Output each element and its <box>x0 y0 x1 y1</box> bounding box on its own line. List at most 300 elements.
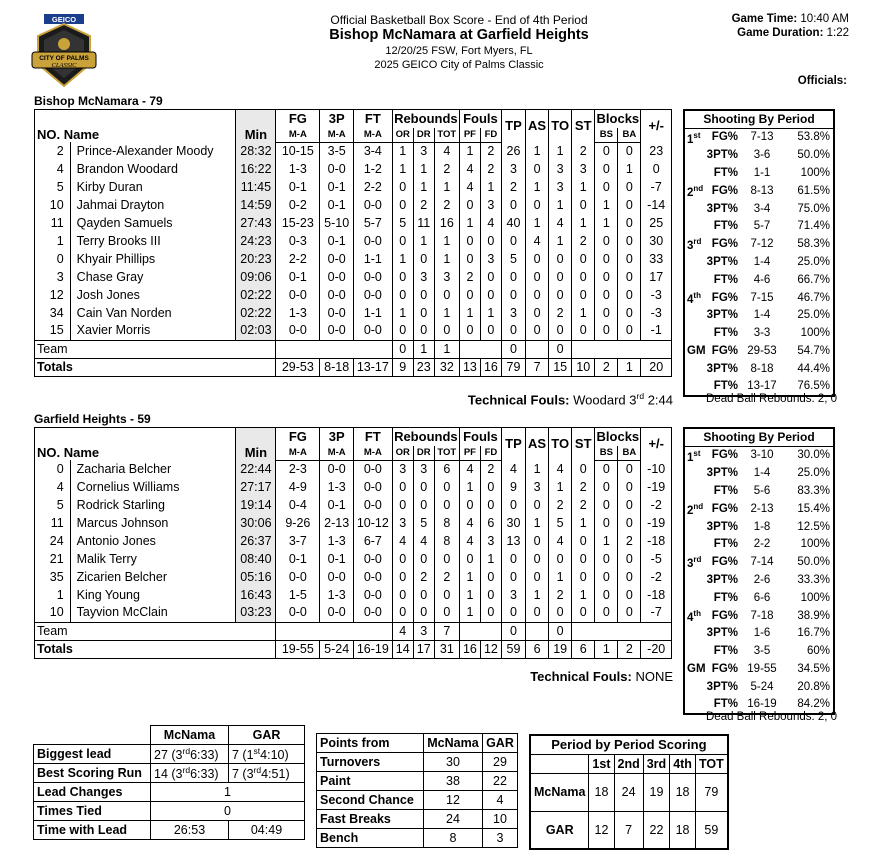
technical-time: 2:44 <box>647 392 673 408</box>
player-name: Qayden Samuels <box>70 214 236 232</box>
player-st: 1 <box>572 304 595 322</box>
stat-pct: 100% <box>800 327 830 340</box>
player-pf: 4 <box>459 460 480 478</box>
player-tot: 1 <box>434 250 459 268</box>
stat-label: FG% <box>711 238 738 251</box>
leads-away-header: GAR <box>229 726 305 745</box>
subcol-pf: PF <box>459 446 480 461</box>
player-dr: 11 <box>413 214 434 232</box>
player-name: Rodrick Starling <box>70 496 236 514</box>
totals-label: Totals <box>35 358 276 376</box>
subcol-ma: M-A <box>353 446 392 461</box>
subcol-pf: PF <box>459 128 480 143</box>
logo-line2: CLASSIC <box>51 62 77 69</box>
player-tot: 2 <box>434 568 459 586</box>
player-pm: 0 <box>641 160 672 178</box>
player-ft: 0-0 <box>353 496 392 514</box>
player-fg: 0-0 <box>276 322 320 340</box>
player-no: 10 <box>35 196 71 214</box>
stat-label: FT% <box>713 380 738 393</box>
player-ft: 0-0 <box>353 268 392 286</box>
period-num: 1 <box>687 133 694 146</box>
player-to: 2 <box>549 304 572 322</box>
player-pm: 30 <box>641 232 672 250</box>
leads-table <box>33 725 305 840</box>
stat-pct: 34.5% <box>797 663 830 676</box>
totals-fg: 29-53 <box>276 358 320 376</box>
player-or: 0 <box>392 586 413 604</box>
col-fouls: Fouls <box>459 110 501 128</box>
player-tp: 5 <box>501 250 525 268</box>
stat-pct: 76.5% <box>797 380 830 393</box>
player-dr: 0 <box>413 286 434 304</box>
player-to: 0 <box>549 268 572 286</box>
player-st: 0 <box>572 568 595 586</box>
player-no: 5 <box>35 178 71 196</box>
team-rest-empty <box>572 622 672 640</box>
player-fg: 1-5 <box>276 586 320 604</box>
points-from-away: 3 <box>482 829 517 848</box>
shooting-row <box>684 271 834 289</box>
player-dr: 3 <box>413 460 434 478</box>
subcol-ba: BA <box>618 446 641 461</box>
stat-pct: 75.0% <box>797 202 830 215</box>
shooting-row <box>684 553 834 571</box>
player-as: 3 <box>526 478 549 496</box>
period-label <box>684 518 706 536</box>
player-name: Terry Brooks III <box>70 232 236 250</box>
player-row <box>35 514 672 532</box>
player-fg: 2-2 <box>276 250 320 268</box>
player-ft: 0-0 <box>353 586 392 604</box>
totals-pf: 13 <box>459 358 480 376</box>
stat-pct: 33.3% <box>797 574 830 587</box>
stat-made-att: 7-15 <box>750 291 774 304</box>
player-ba: 0 <box>618 496 641 514</box>
player-or: 1 <box>392 160 413 178</box>
shooting-row <box>684 253 834 271</box>
player-tot: 16 <box>434 214 459 232</box>
game-duration-label: Game Duration: <box>737 27 824 39</box>
player-ft: 0-0 <box>353 604 392 622</box>
time-with-lead-label: Time with Lead <box>34 821 151 840</box>
col-ft: FT <box>353 110 392 128</box>
player-no: 24 <box>35 532 71 550</box>
totals-tp: 79 <box>501 358 525 376</box>
player-no: 35 <box>35 568 71 586</box>
stat-label: FG% <box>711 184 738 197</box>
player-tot: 4 <box>434 142 459 160</box>
team-rest-empty <box>572 340 672 358</box>
player-fg: 1-3 <box>276 160 320 178</box>
player-name: Tayvion McClain <box>70 604 236 622</box>
period-num: 4 <box>687 611 694 624</box>
totals-fd: 12 <box>480 640 501 658</box>
period-label <box>684 642 706 660</box>
player-as: 1 <box>526 586 549 604</box>
player-min: 08:40 <box>236 550 276 568</box>
stat-made-att: 3-6 <box>753 149 771 162</box>
period-num: GM <box>687 345 706 358</box>
player-to: 1 <box>549 142 572 160</box>
stat-label: 3PT% <box>706 574 738 587</box>
player-bs: 0 <box>595 586 618 604</box>
period-label <box>684 253 706 271</box>
points-from-away: 29 <box>482 753 517 772</box>
period-label <box>684 553 706 571</box>
player-tp: 4 <box>501 460 525 478</box>
player-ft: 3-4 <box>353 142 392 160</box>
player-name: Zacharia Belcher <box>70 460 236 478</box>
player-tot: 1 <box>434 178 459 196</box>
shooting-row <box>684 235 834 253</box>
player-tot: 8 <box>434 532 459 550</box>
player-ba: 2 <box>618 532 641 550</box>
stat-made-att: 7-14 <box>750 556 774 569</box>
col-no: NO. <box>37 127 61 142</box>
stat-label: FT% <box>713 591 738 604</box>
player-dr: 0 <box>413 322 434 340</box>
player-min: 11:45 <box>236 178 276 196</box>
player-to: 0 <box>549 604 572 622</box>
col-fouls: Fouls <box>459 428 501 446</box>
stat-label: FG% <box>711 131 738 144</box>
player-tp3: 0-1 <box>320 232 354 250</box>
player-pf: 0 <box>459 496 480 514</box>
col-name: Name <box>63 127 100 142</box>
player-dr: 0 <box>413 586 434 604</box>
stat-made-att: 5-24 <box>750 680 774 693</box>
shooting-row <box>684 182 834 200</box>
stat-pct: 50.0% <box>797 149 830 162</box>
player-st: 0 <box>572 268 595 286</box>
player-to: 4 <box>549 214 572 232</box>
player-ft: 0-0 <box>353 322 392 340</box>
player-dr: 2 <box>413 196 434 214</box>
player-ba: 0 <box>618 304 641 322</box>
player-tot: 0 <box>434 550 459 568</box>
stat-made-att: 3-3 <box>753 327 771 340</box>
period-score: 18 <box>670 773 696 811</box>
player-ba: 0 <box>618 514 641 532</box>
period-scoring-table <box>529 734 729 850</box>
player-row <box>35 568 672 586</box>
player-fd: 0 <box>480 286 501 304</box>
subcol-bs: BS <box>595 128 618 143</box>
player-min: 02:03 <box>236 322 276 340</box>
player-no: 3 <box>35 268 71 286</box>
stat-made-att: 1-4 <box>753 467 771 480</box>
points-from-label: Bench <box>317 829 424 848</box>
header-row <box>35 110 672 128</box>
player-tp: 0 <box>501 550 525 568</box>
period-label <box>684 182 706 200</box>
player-tot: 0 <box>434 604 459 622</box>
player-dr: 2 <box>413 568 434 586</box>
stat-pct: 25.0% <box>797 256 830 269</box>
totals-ba: 2 <box>618 640 641 658</box>
col-as: AS <box>526 110 549 143</box>
col-tp: TP <box>501 428 525 461</box>
player-ft: 0-0 <box>353 550 392 568</box>
game-info <box>732 12 849 40</box>
player-as: 0 <box>526 196 549 214</box>
player-to: 4 <box>549 460 572 478</box>
time-with-lead-away: 04:49 <box>229 821 305 840</box>
player-bs: 0 <box>595 160 618 178</box>
stat-made-att: 4-6 <box>753 273 771 286</box>
player-ft: 6-7 <box>353 532 392 550</box>
player-fd: 6 <box>480 514 501 532</box>
period-header: TOT <box>695 754 727 773</box>
stat-made-att: 13-17 <box>747 380 777 393</box>
player-row <box>35 250 672 268</box>
stat-made-att: 5-6 <box>753 485 771 498</box>
player-pf: 1 <box>459 604 480 622</box>
stat-made-att: 1-8 <box>753 520 771 533</box>
player-to: 0 <box>549 550 572 568</box>
player-ft: 0-0 <box>353 196 392 214</box>
player-row <box>35 586 672 604</box>
subcol-tot: TOT <box>434 446 459 461</box>
player-to: 0 <box>549 250 572 268</box>
stat-pct: 84.2% <box>797 698 830 711</box>
player-pf: 0 <box>459 232 480 250</box>
points-from-label: Second Chance <box>317 791 424 810</box>
player-fg: 2-3 <box>276 460 320 478</box>
col-st: ST <box>572 110 595 143</box>
player-fg: 10-15 <box>276 142 320 160</box>
player-fg: 0-1 <box>276 268 320 286</box>
team-label: Team <box>35 622 276 640</box>
player-tp3: 0-0 <box>320 304 354 322</box>
player-name: Antonio Jones <box>70 532 236 550</box>
stat-label: FG% <box>711 556 738 569</box>
player-or: 3 <box>392 460 413 478</box>
player-dr: 1 <box>413 160 434 178</box>
player-tp: 13 <box>501 532 525 550</box>
team-row <box>35 340 672 358</box>
player-or: 0 <box>392 232 413 250</box>
player-fd: 1 <box>480 550 501 568</box>
player-dr: 5 <box>413 514 434 532</box>
player-ba: 0 <box>618 478 641 496</box>
team1-technical-fouls <box>468 391 673 407</box>
player-as: 0 <box>526 550 549 568</box>
points-from-label: Paint <box>317 772 424 791</box>
team2-dead-ball: Dead Ball Rebounds: 2, 0 <box>706 711 838 723</box>
player-pf: 1 <box>459 478 480 496</box>
team2-box-score <box>34 427 672 659</box>
player-as: 0 <box>526 286 549 304</box>
player-or: 3 <box>392 514 413 532</box>
points-from-away-header: GAR <box>482 734 517 753</box>
col-to: TO <box>549 428 572 461</box>
player-st: 0 <box>572 196 595 214</box>
player-no: 21 <box>35 550 71 568</box>
stat-made-att: 2-6 <box>753 574 771 587</box>
points-from-row <box>317 772 518 791</box>
stat-label: FT% <box>713 220 738 233</box>
player-fg: 15-23 <box>276 214 320 232</box>
player-pm: -7 <box>641 604 672 622</box>
col-ft: FT <box>353 428 392 446</box>
player-tp3: 0-1 <box>320 496 354 514</box>
stat-pct: 38.9% <box>797 609 830 622</box>
player-name: King Young <box>70 586 236 604</box>
stat-made-att: 1-6 <box>753 627 771 640</box>
player-ba: 1 <box>618 160 641 178</box>
player-fd: 0 <box>480 322 501 340</box>
logo-line1: CITY OF PALMS <box>39 55 89 62</box>
points-from-home: 8 <box>424 829 483 848</box>
totals-tot: 31 <box>434 640 459 658</box>
shooting-row <box>684 518 834 536</box>
player-tp3: 0-1 <box>320 196 354 214</box>
player-min: 02:22 <box>236 286 276 304</box>
player-dr: 1 <box>413 232 434 250</box>
player-pm: -14 <box>641 196 672 214</box>
player-tot: 1 <box>434 304 459 322</box>
player-to: 1 <box>549 568 572 586</box>
player-min: 02:22 <box>236 304 276 322</box>
totals-st: 10 <box>572 358 595 376</box>
player-no: 34 <box>35 304 71 322</box>
points-from-row <box>317 829 518 848</box>
player-row <box>35 178 672 196</box>
player-as: 1 <box>526 460 549 478</box>
shooting-row <box>684 660 834 678</box>
player-ft: 1-1 <box>353 250 392 268</box>
col-no: NO. <box>37 445 61 460</box>
player-tp3: 2-13 <box>320 514 354 532</box>
team1-dead-ball: Dead Ball Rebounds: 2, 0 <box>706 393 838 405</box>
totals-or: 14 <box>392 640 413 658</box>
totals-to: 19 <box>549 640 572 658</box>
player-name: Chase Gray <box>70 268 236 286</box>
col-rebounds: Rebounds <box>394 428 458 444</box>
team-tot: 7 <box>434 622 459 640</box>
player-ft: 0-0 <box>353 286 392 304</box>
shooting-row <box>684 200 834 218</box>
stat-label: FG% <box>711 291 738 304</box>
shooting-row <box>684 536 834 554</box>
team-tp: 0 <box>501 622 525 640</box>
stat-pct: 20.8% <box>797 680 830 693</box>
subcol-tot: TOT <box>434 128 459 143</box>
player-ft: 5-7 <box>353 214 392 232</box>
player-fd: 2 <box>480 160 501 178</box>
totals-ft: 13-17 <box>353 358 392 376</box>
player-tp: 2 <box>501 178 525 196</box>
stat-pct: 83.3% <box>797 485 830 498</box>
player-bs: 0 <box>595 286 618 304</box>
player-min: 20:23 <box>236 250 276 268</box>
col-blocks: Blocks <box>596 428 640 444</box>
player-row <box>35 532 672 550</box>
player-tp: 0 <box>501 322 525 340</box>
player-ba: 0 <box>618 214 641 232</box>
col-fg: FG <box>276 110 320 128</box>
player-st: 0 <box>572 322 595 340</box>
game-duration: 1:22 <box>826 27 849 39</box>
period-num: 3 <box>687 240 694 253</box>
player-bs: 0 <box>595 142 618 160</box>
player-tp: 30 <box>501 514 525 532</box>
stat-label: FT% <box>713 273 738 286</box>
totals-tot: 32 <box>434 358 459 376</box>
player-or: 0 <box>392 322 413 340</box>
stat-pct: 100% <box>800 538 830 551</box>
player-dr: 0 <box>413 604 434 622</box>
team-empty <box>276 622 392 640</box>
game-time-label: Game Time: <box>731 13 798 25</box>
leads-container <box>33 725 305 840</box>
player-to: 0 <box>549 322 572 340</box>
period-header: 2nd <box>614 754 643 773</box>
player-ft: 1-1 <box>353 304 392 322</box>
player-or: 0 <box>392 286 413 304</box>
player-bs: 0 <box>595 232 618 250</box>
col-plus-minus: +/- <box>641 428 672 461</box>
player-fd: 0 <box>480 268 501 286</box>
period-sup: rd <box>693 555 702 565</box>
period-header: 1st <box>589 754 614 773</box>
stat-made-att: 7-13 <box>750 131 774 144</box>
player-tp: 0 <box>501 286 525 304</box>
team-dr: 1 <box>413 340 434 358</box>
period-label <box>684 164 706 182</box>
player-tot: 0 <box>434 496 459 514</box>
shooting-row <box>684 146 834 164</box>
shooting-row <box>684 218 834 236</box>
team-to: 0 <box>549 340 572 358</box>
player-or: 0 <box>392 268 413 286</box>
player-or: 0 <box>392 550 413 568</box>
player-name: Jahmai Drayton <box>70 196 236 214</box>
shooting-row <box>684 500 834 518</box>
points-from-label: Turnovers <box>317 753 424 772</box>
player-tp: 0 <box>501 232 525 250</box>
period-label <box>684 360 706 378</box>
points-from-title: Points from <box>317 734 424 753</box>
col-no-name <box>35 428 236 461</box>
player-fg: 0-2 <box>276 196 320 214</box>
player-pm: 17 <box>641 268 672 286</box>
player-tp3: 0-0 <box>320 250 354 268</box>
player-min: 30:06 <box>236 514 276 532</box>
stat-made-att: 6-6 <box>753 591 771 604</box>
player-or: 1 <box>392 304 413 322</box>
totals-tp3: 8-18 <box>320 358 354 376</box>
player-tp: 0 <box>501 568 525 586</box>
logo-brand: GEICO <box>51 15 77 24</box>
totals-or: 9 <box>392 358 413 376</box>
player-fd: 3 <box>480 250 501 268</box>
player-pf: 4 <box>459 160 480 178</box>
player-tp: 3 <box>501 304 525 322</box>
period-label <box>684 271 706 289</box>
player-no: 4 <box>35 160 71 178</box>
player-st: 0 <box>572 460 595 478</box>
period-label <box>684 307 706 325</box>
player-ft: 0-0 <box>353 478 392 496</box>
player-st: 2 <box>572 142 595 160</box>
player-dr: 0 <box>413 250 434 268</box>
team-as <box>526 340 549 358</box>
totals-st: 6 <box>572 640 595 658</box>
player-st: 0 <box>572 550 595 568</box>
